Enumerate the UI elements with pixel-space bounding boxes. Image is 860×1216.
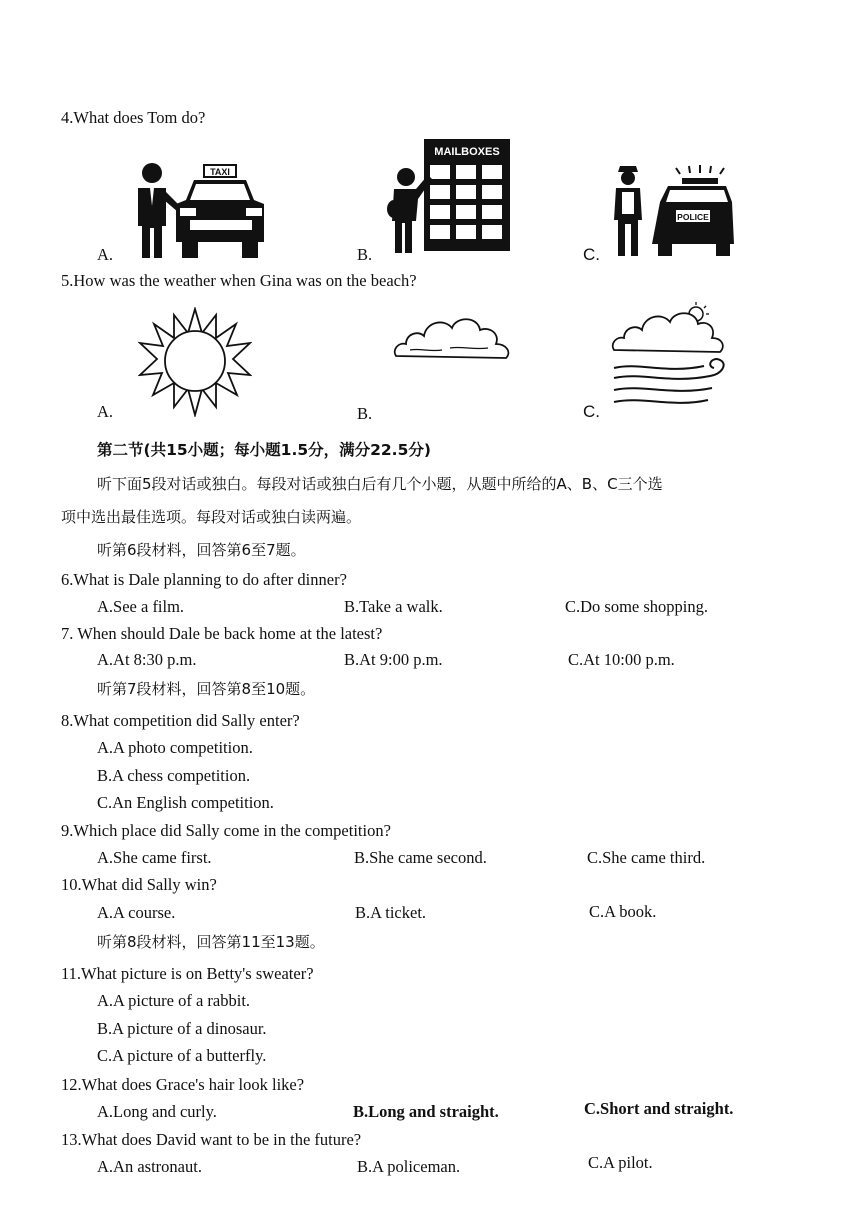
police-sign-text: POLICE	[677, 212, 709, 222]
question-11: 11.What picture is on Betty's sweater?	[61, 964, 314, 983]
question-7: 7. When should Dale be back home at the latest?	[61, 624, 383, 643]
q11-option-a: A.A picture of a rabbit.	[97, 991, 251, 1010]
material-7-instruction: 听第7段材料，回答第8至10题。	[97, 680, 316, 698]
question-6: 6.What is Dale planning to do after dinner?	[61, 570, 347, 589]
q9-option-a: A.She came first.	[97, 848, 212, 867]
q9-option-b: B.She came second.	[354, 848, 487, 867]
section-heading: 第二节(共15小题；每小题1.5分，满分22.5分)	[97, 441, 431, 459]
q5-option-a: A.	[97, 402, 114, 421]
q6-option-a: A.See a film.	[97, 597, 185, 616]
q10-option-a: A.A course.	[97, 903, 176, 922]
police-officer-picture	[610, 162, 736, 258]
instruction-line-2: 项中选出最佳选项。每段对话或独白读两遍。	[61, 508, 362, 526]
q6-option-b: B.Take a walk.	[344, 597, 443, 616]
q7-option-a: A.At 8:30 p.m.	[97, 650, 197, 669]
question-8: 8.What competition did Sally enter?	[61, 711, 300, 730]
q13-option-c: C.A pilot.	[588, 1153, 653, 1172]
q4-option-b: B.	[357, 245, 373, 264]
q4-option-a: A.	[97, 245, 114, 264]
windy-picture	[608, 300, 736, 412]
question-10: 10.What did Sally win?	[61, 875, 217, 894]
q12-option-b: B.Long and straight.	[353, 1102, 499, 1121]
q8-option-c: C.An English competition.	[97, 793, 274, 812]
instruction-line-1: 听下面5段对话或独白。每段对话或独白后有几个小题，从题中所给的A、B、C三个选	[97, 475, 663, 493]
sunny-picture	[138, 307, 252, 417]
q11-option-b: B.A picture of a dinosaur.	[97, 1019, 267, 1038]
q5-option-b: B.	[357, 404, 373, 423]
question-4: 4.What does Tom do?	[61, 108, 206, 127]
q8-option-a: A.A photo competition.	[97, 738, 253, 757]
q7-option-b: B.At 9:00 p.m.	[344, 650, 443, 669]
q12-option-c: C.Short and straight.	[584, 1099, 734, 1118]
taxi-sign-text: TAXI	[210, 167, 230, 177]
q4-option-c: C.	[583, 245, 600, 264]
q8-option-b: B.A chess competition.	[97, 766, 251, 785]
mailboxes-sign-text: MAILBOXES	[434, 146, 500, 158]
q13-option-b: B.A policeman.	[357, 1157, 461, 1176]
material-8-instruction: 听第8段材料，回答第11至13题。	[97, 933, 325, 951]
cloudy-picture	[390, 310, 514, 366]
q11-option-c: C.A picture of a butterfly.	[97, 1046, 267, 1065]
q6-option-c: C.Do some shopping.	[565, 597, 709, 616]
question-5: 5.How was the weather when Gina was on the beach?	[61, 271, 417, 290]
question-12: 12.What does Grace's hair look like?	[61, 1075, 305, 1094]
q12-option-a: A.Long and curly.	[97, 1102, 217, 1121]
q9-option-c: C.She came third.	[587, 848, 706, 867]
q10-option-c: C.A book.	[589, 902, 657, 921]
material-6-instruction: 听第6段材料，回答第6至7题。	[97, 541, 306, 559]
q7-option-c: C.At 10:00 p.m.	[568, 650, 675, 669]
q10-option-b: B.A ticket.	[355, 903, 427, 922]
q5-option-c: C.	[583, 402, 600, 421]
question-9: 9.Which place did Sally come in the competition?	[61, 821, 391, 840]
mailman-picture	[386, 137, 514, 257]
question-13: 13.What does David want to be in the future?	[61, 1130, 362, 1149]
taxi-driver-picture	[130, 158, 270, 260]
q13-option-a: A.An astronaut.	[97, 1157, 202, 1176]
